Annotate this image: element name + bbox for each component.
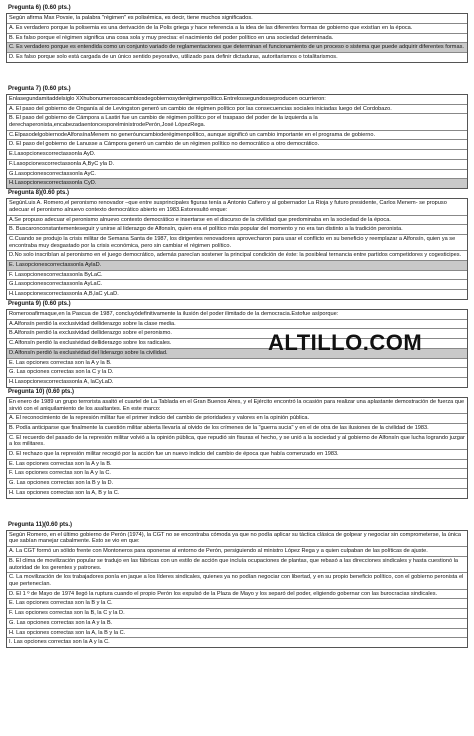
question-7-title: Pregunta 7) (0.60 pts.) xyxy=(8,85,71,92)
question-11-option-i[interactable]: I. Las opciones correctas son la A y la C. xyxy=(7,637,467,647)
question-9-option-b[interactable]: B.Alfonsín perdió la exclusividad delliderazgo sobre el peronismo. xyxy=(7,328,467,338)
question-8-option-d[interactable]: D.No solo inscribían al peronismo en el juego democrático, además parecían sostener la principal condición de éste: la posibleal ternancia entre partidos competidores y cogesticipes. xyxy=(7,250,467,260)
question-9-title: Pregunta 9) (0.60 pts.) xyxy=(8,300,71,307)
question-10-table xyxy=(6,397,468,499)
question-7-option-f[interactable]: F.Lasopcionescorrectassonla A,ByC yla D. xyxy=(7,159,467,169)
question-10-option-d[interactable]: D. El rechazo que la represión militar recogió por la acción fue un nuevo indicio del cambio de época que había comenzado en 1983. xyxy=(7,449,467,459)
question-6-option-d[interactable]: D. Es falso porque solo está cargada de un único sentido peyorativo, utilizado para definir dictaduras, autoritarismos o totalitarismos. xyxy=(7,52,467,62)
question-8-option-g[interactable]: G.Lasopcionescorrectassonla AyLaC. xyxy=(7,279,467,289)
question-7 xyxy=(6,85,468,189)
question-8-table xyxy=(6,198,468,300)
question-11-option-h[interactable]: H. Las opciones correctas son la A, la B y la C. xyxy=(7,628,467,638)
question-9-option-c[interactable]: C.Alfonsín perdió la exclusividad delliderazgo sobre los radicales. xyxy=(7,338,467,348)
question-6-title: Pregunta 6) (0.60 pts.) xyxy=(8,5,71,11)
question-10-statement: En enero de 1989 un grupo terrorista asaltó el cuartel de La Tablada en el Gran Buenos Aires, y el Ejército encontró la ocasión para realizar una aplastante demostración de fuerza que sirvió con el aniquilamiento de los asaltantes. En este marco: xyxy=(9,398,465,412)
question-11-option-d[interactable]: D. El 1 º de Mayo de 1974 llegó la ruptura cuando el propio Perón los expulsó de la Plaza de Mayo y los separó del poder, eligiendo gobernar con las burocracias sindicales. xyxy=(7,589,467,599)
question-8-option-h[interactable]: H.Lasopcionescorrectassonla A,B,laC yLaD. xyxy=(7,289,467,299)
question-10-option-a[interactable]: A. El reconocimiento de la represión militar fue el primer indicio del cambio de prioridades y valores en la opinión pública. xyxy=(7,413,467,423)
question-8-option-b[interactable]: B. Buscaronconstantementeseguir y unirse al liderazgo de Alfonsín, quien era el político más popular del momento y no era tan distinto a la tradición peronista. xyxy=(7,224,467,234)
question-8 xyxy=(6,189,468,300)
question-7-option-g[interactable]: G.Lasopcionescorrectassonla AyC. xyxy=(7,169,467,179)
question-11-option-c[interactable]: C. La movilización de los trabajadores ponía en jaque a los líderes sindicales, quienes ya no podían negociar con libertad, y en su propio beneficio político, con el gobierno peronista el que pertenecían. xyxy=(7,572,467,588)
question-9-option-g[interactable]: G. Las opciones correctas son la C y la D. xyxy=(7,367,467,377)
question-9-statement: Romerooafirmaque,en la Pascua de 1987, concluyódefinitivamente la ilusión del poder ilimitado de la democracia.Estofue asíporque: xyxy=(9,311,339,318)
question-10-option-f[interactable]: F. Las opciones correctas son la A y la C. xyxy=(7,468,467,478)
question-8-option-f[interactable]: F. Lasopcionescorrectassonla ByLaC. xyxy=(7,270,467,280)
question-9-option-a[interactable]: A.Alfonsín perdió la exclusividad delliderazgo sobre la clase media. xyxy=(7,319,467,329)
question-6-table xyxy=(6,13,468,63)
question-11 xyxy=(6,521,468,648)
question-9-option-d[interactable]: D.Alfonsín perdió la exclusividad del liderazgo sobre la civilidad. xyxy=(7,348,467,358)
question-10-option-g[interactable]: G. Las opciones correctas son la B y la D. xyxy=(7,478,467,488)
question-8-title: Pregunta 8)(0.60 pts.) xyxy=(8,189,70,196)
question-6 xyxy=(6,4,468,63)
question-7-statement: Enlasegundamitaddelsiglo XXhubonumerososcambiosdegobiernosyderégimenpolítico.Entrelossegundosseproducen ocurrieron: xyxy=(9,95,326,102)
altillo-watermark: ALTILLO.COM xyxy=(268,330,423,355)
question-11-option-g[interactable]: G. Las opciones correctas son la A y la B. xyxy=(7,618,467,628)
question-11-option-a[interactable]: A. La CGT formó un sólido frente con Montoneros para oponerse al entorno de Perón, persiguiendo al ministro López Rega y a quien culpaban de las políticas de ajuste. xyxy=(7,546,467,556)
question-10-option-e[interactable]: E. Las opciones correctas son la A y la B. xyxy=(7,459,467,469)
question-7-option-a[interactable]: A. El paso del gobierno de Onganía al de Levingston generó un cambio de régimen político por las consecuencias sociales iniciadas luego del Cordobazo. xyxy=(7,104,467,114)
question-8-option-c[interactable]: C.Cuando se produjo la crisis militar de Semana Santa de 1987, los dirigentes renovadores aprovecharon para usar el conflicto en su beneficio y reemplazar a Alfonsín, quien ya se encontraba muy desgastado por la crisis económica, pero sin cambiar el régimen político. xyxy=(7,234,467,250)
question-6-option-a[interactable]: A. Es verdadero porque la polisemia es una derivación de la Polis griega y hace referencia a la idea de las diferentes formas de gobierno que existían en la época. xyxy=(7,23,467,33)
question-6-option-c[interactable]: C. Es verdadero porque es entendida como un conjunto variado de reglamentaciones que determinan el funcionamiento de un proceso o sistema que puede adquirir diferentes formas. xyxy=(7,42,467,52)
question-10-option-h[interactable]: H. Las opciones correctas son la A, B y la C. xyxy=(7,488,467,498)
question-10-option-c[interactable]: C. El recuerdo del pasado de la represión militar volvió a la opinión pública, que repudió sin fisuras el hecho, y se unió a la sociedad y al gobierno de Alfonsín que lucha logrando juzgar a los militares. xyxy=(7,433,467,449)
question-7-option-b[interactable]: B. El paso del gobierno de Cámpora a Lastiri fue un cambio de régimen político por el traspaso del poder de la izquierda a la derechaperonista,encabezadaentoncesporelministrodePerón,José LópezRega. xyxy=(7,113,467,129)
question-11-option-b[interactable]: B. El clima de movilización popular se tradujo en las fábricas con un estilo de acción que incluía ocupaciones de plantas, que rebasó a las direcciones sindicales y hasta cuestionó la autoridad de los gerentes y patrones. xyxy=(7,556,467,572)
question-7-option-c[interactable]: C.ElpasodelgobiernodeAlfonsínaMenem no generóuncambioderégimenpolítico, aunque significó un cambio importante en el programa de gobierno. xyxy=(7,130,467,140)
question-8-statement: SegúnLuis A. Romero,el peronismo renovador –que entre susprincipales figuras tenía a Antonio Cafiero y al gobernador La Rioja y futuro presidente, Carlos Menem- se propuso adecuar el peronismo alnuevo contexto democrático abierto en 1983.Estoresultó enque: xyxy=(9,200,447,213)
question-11-option-e[interactable]: E. Las opciones correctas son la B y la C. xyxy=(7,598,467,608)
question-7-table xyxy=(6,94,468,189)
question-11-table xyxy=(6,530,468,648)
question-10-option-b[interactable]: B. Podía anticiparse que finalmente la cuestión militar abierta llevaría al olvido de los crímenes de la "guerra sucia" y en el de otra de las ilusiones de la civilidad de 1983. xyxy=(7,423,467,433)
question-8-option-a[interactable]: A.Se propuso adecuar el peronismo alnuevo contexto democrático e insertarse en el discurso de la civilidad que predominaba en la sociedad de la época. xyxy=(7,215,467,225)
question-9-option-e[interactable]: E. Las opciones correctas son la A y la B. xyxy=(7,358,467,368)
question-7-option-e[interactable]: E.Lasopcionescorrectassonla AyD. xyxy=(7,149,467,159)
question-8-option-e[interactable]: E. Lasopcionescorrectassonla AylaD. xyxy=(7,260,467,270)
question-6-statement: Según afirma Max Povsie, la palabra "régimen" es polisémica, es decir, tiene muchos significados. xyxy=(9,15,253,22)
question-9-option-h[interactable]: H.Lasopcionescorrectassonla A, laCyLaD. xyxy=(7,377,467,387)
question-10-title: Pregunta 10) (0.60 pts.) xyxy=(8,388,75,395)
question-6-option-b[interactable]: B. Es falso porque el régimen significa una cosa sola y muy precisa: el nacimiento del poder político en una sociedad determinada. xyxy=(7,33,467,43)
question-11-option-f[interactable]: F. Las opciones correctas son la B, la C y la D. xyxy=(7,608,467,618)
question-7-option-d[interactable]: D. El paso del gobierno de Lanusse a Cámpora generó un cambio de un régimen político no democrático a otro democrático. xyxy=(7,139,467,149)
question-11-title: Pregunta 11)(0.60 pts.) xyxy=(8,521,73,528)
question-7-option-h[interactable]: H.Lasopcionescorrectassonla CyD. xyxy=(7,178,467,188)
question-11-statement: Según Romero, en el último gobierno de Perón (1974), la CGT no se encontraba cómoda ya que no podía aplicar su táctica clásica de golpear y negociar sin comprometerse, la única que sabían manejar cabalmente. Esto se vio en que: xyxy=(9,531,462,545)
question-10 xyxy=(6,388,468,499)
